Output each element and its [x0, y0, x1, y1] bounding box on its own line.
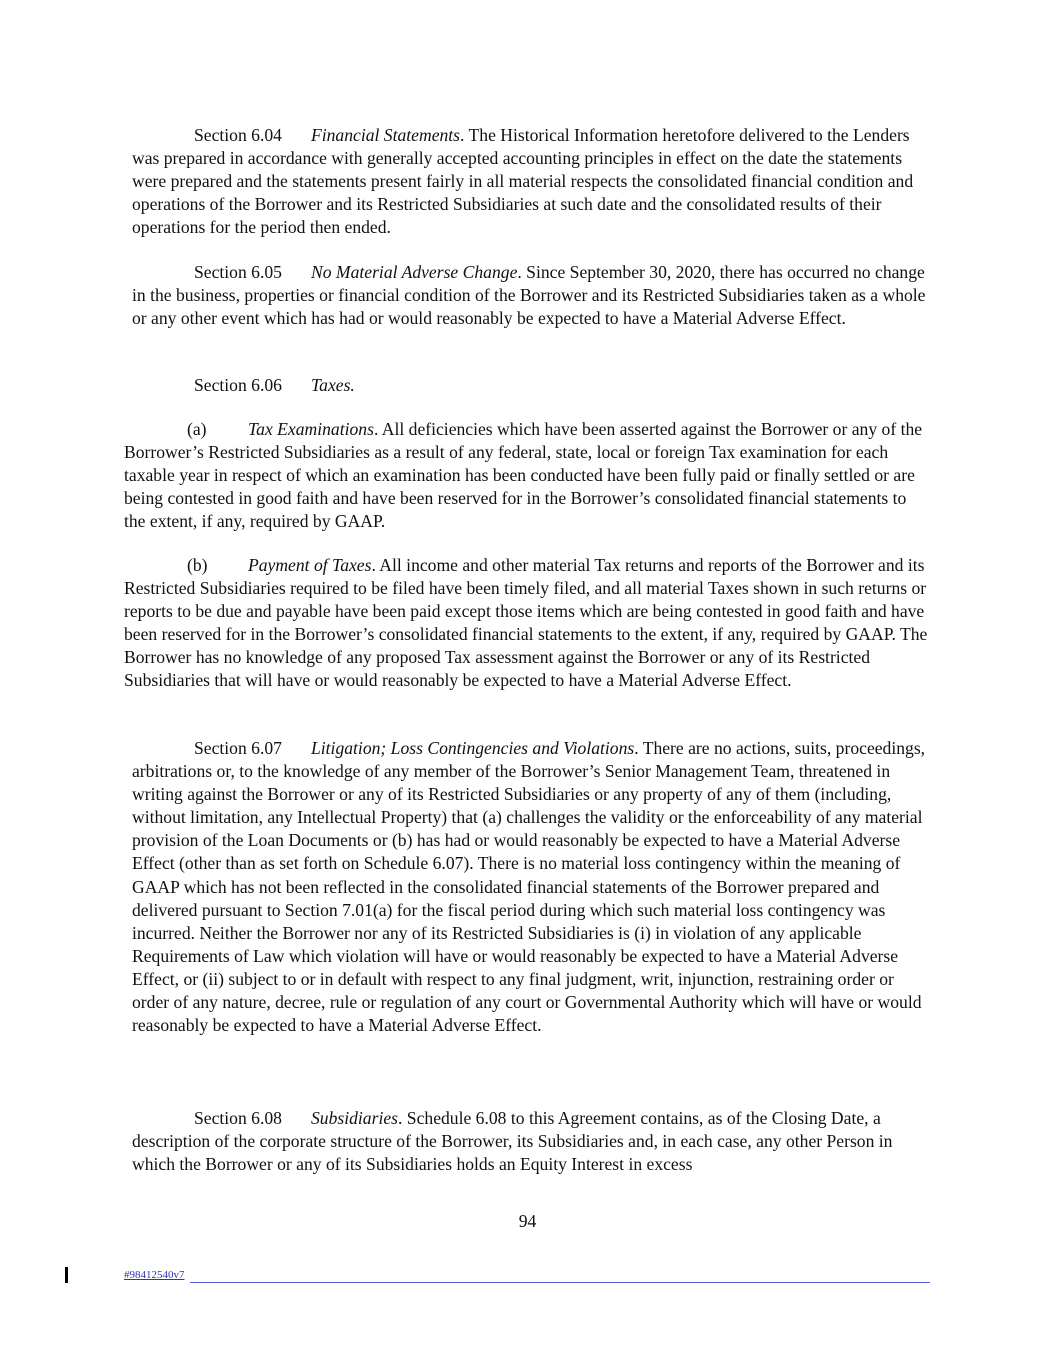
section-6-06-b: [124, 554, 932, 693]
section-title: Financial Statements: [311, 125, 461, 145]
section-title: Taxes.: [311, 375, 355, 395]
section-body: . Since September 30, 2020, there has occurred no change in the business, properties or financial condition of the Borrower and its Restricted Subsidiaries taken as a whole or any other event which has had or would reasonably be expected to have a Material Adverse Effect.: [132, 262, 926, 329]
section-number: Section 6.08: [194, 1108, 282, 1128]
page-number: 94: [518, 1211, 537, 1231]
section-title: Subsidiaries: [311, 1108, 398, 1128]
section-number: Section 6.06: [194, 375, 282, 395]
section-6-08: [132, 1107, 932, 1176]
section-body: . Schedule 6.08 to this Agreement contains, as of the Closing Date, a description of the corporate structure of the Borrower, its Subsidiaries and, in each case, any other Person in which the Borrower or any of its Subsidiaries holds an Equity Interest in excess: [132, 1108, 893, 1175]
subsection-title: Tax Examinations: [248, 419, 374, 439]
section-title: Litigation; Loss Contingencies and Violations: [311, 738, 635, 758]
document-id: #98412540v7: [124, 1269, 185, 1281]
section-number: Section 6.05: [194, 262, 282, 282]
subsection-label: (a): [187, 419, 207, 439]
section-6-05: [132, 261, 932, 330]
section-6-06: [132, 374, 932, 397]
section-number: Section 6.04: [194, 125, 282, 145]
subsection-label: (b): [187, 555, 208, 575]
section-title: No Material Adverse Change: [311, 262, 518, 282]
subsection-body: . All deficiencies which have been asserted against the Borrower or any of the Borrower’s Restricted Subsidiaries as a result of any federal, state, local or foreign Tax examination for each taxable year in respect of which an examination has been conducted have been fully paid or finally settled or are being contested in good faith and have been reserved for in the Borrower’s consolidated financial statements to the extent, if any, required by GAAP.: [124, 419, 923, 532]
change-bar: [65, 1267, 68, 1283]
section-body: . There are no actions, suits, proceedings, arbitrations or, to the knowledge of any member of the Borrower’s Senior Management Team, threatened in writing against the Borrower or any of its Restricted Subsidiaries or any property of any of them (including, without limitation, any Intellectual Property) that (a) challenges the validity or the enforceability of any material provision of the Loan Documents or (b) has had or would reasonably be expected to have a Material Adverse Effect (other than as set forth on Schedule 6.07). There is no material loss contingency within the meaning of GAAP which has not been reflected in the consolidated financial statements of the Borrower prepared and delivered pursuant to Section 7.01(a) for the fiscal period during which such material loss contingency was incurred. Neither the Borrower nor any of its Restricted Subsidiaries is (i) in violation of any applicable Requirements of Law which violation will have or would reasonably be expected to have a Material Adverse Effect, or (ii) subject to or in default with respect to any final judgment, writ, injunction, restraining order or order of any nature, decree, rule or regulation of any court or Governmental Authority which will have or would reasonably be expected to have a Material Adverse Effect.: [132, 738, 926, 1036]
footer-rule: [190, 1282, 930, 1283]
section-body: . The Historical Information heretofore delivered to the Lenders was prepared in accordance with generally accepted accounting principles in effect on the date the statements were prepared and the statements present fairly in all material respects the consolidated financial condition and operations of the Borrower and its Restricted Subsidiaries at such date and the consolidated results of their operations for the period then ended.: [132, 125, 914, 238]
section-6-04: [132, 124, 932, 239]
section-number: Section 6.07: [194, 738, 282, 758]
section-6-06-a: [124, 418, 932, 533]
section-6-07: [132, 737, 932, 1037]
subsection-body: . All income and other material Tax returns and reports of the Borrower and its Restricted Subsidiaries required to be filed have been timely filed, and all material Taxes shown in such returns or reports to be due and payable have been paid except those items which are being contested in good faith and have been reserved for in the Borrower’s consolidated financial statements to the extent, if any, required by GAAP. The Borrower has no knowledge of any proposed Tax assessment against the Borrower or any of its Restricted Subsidiaries that will have or would reasonably be expected to have a Material Adverse Effect.: [124, 555, 928, 691]
subsection-title: Payment of Taxes: [248, 555, 372, 575]
